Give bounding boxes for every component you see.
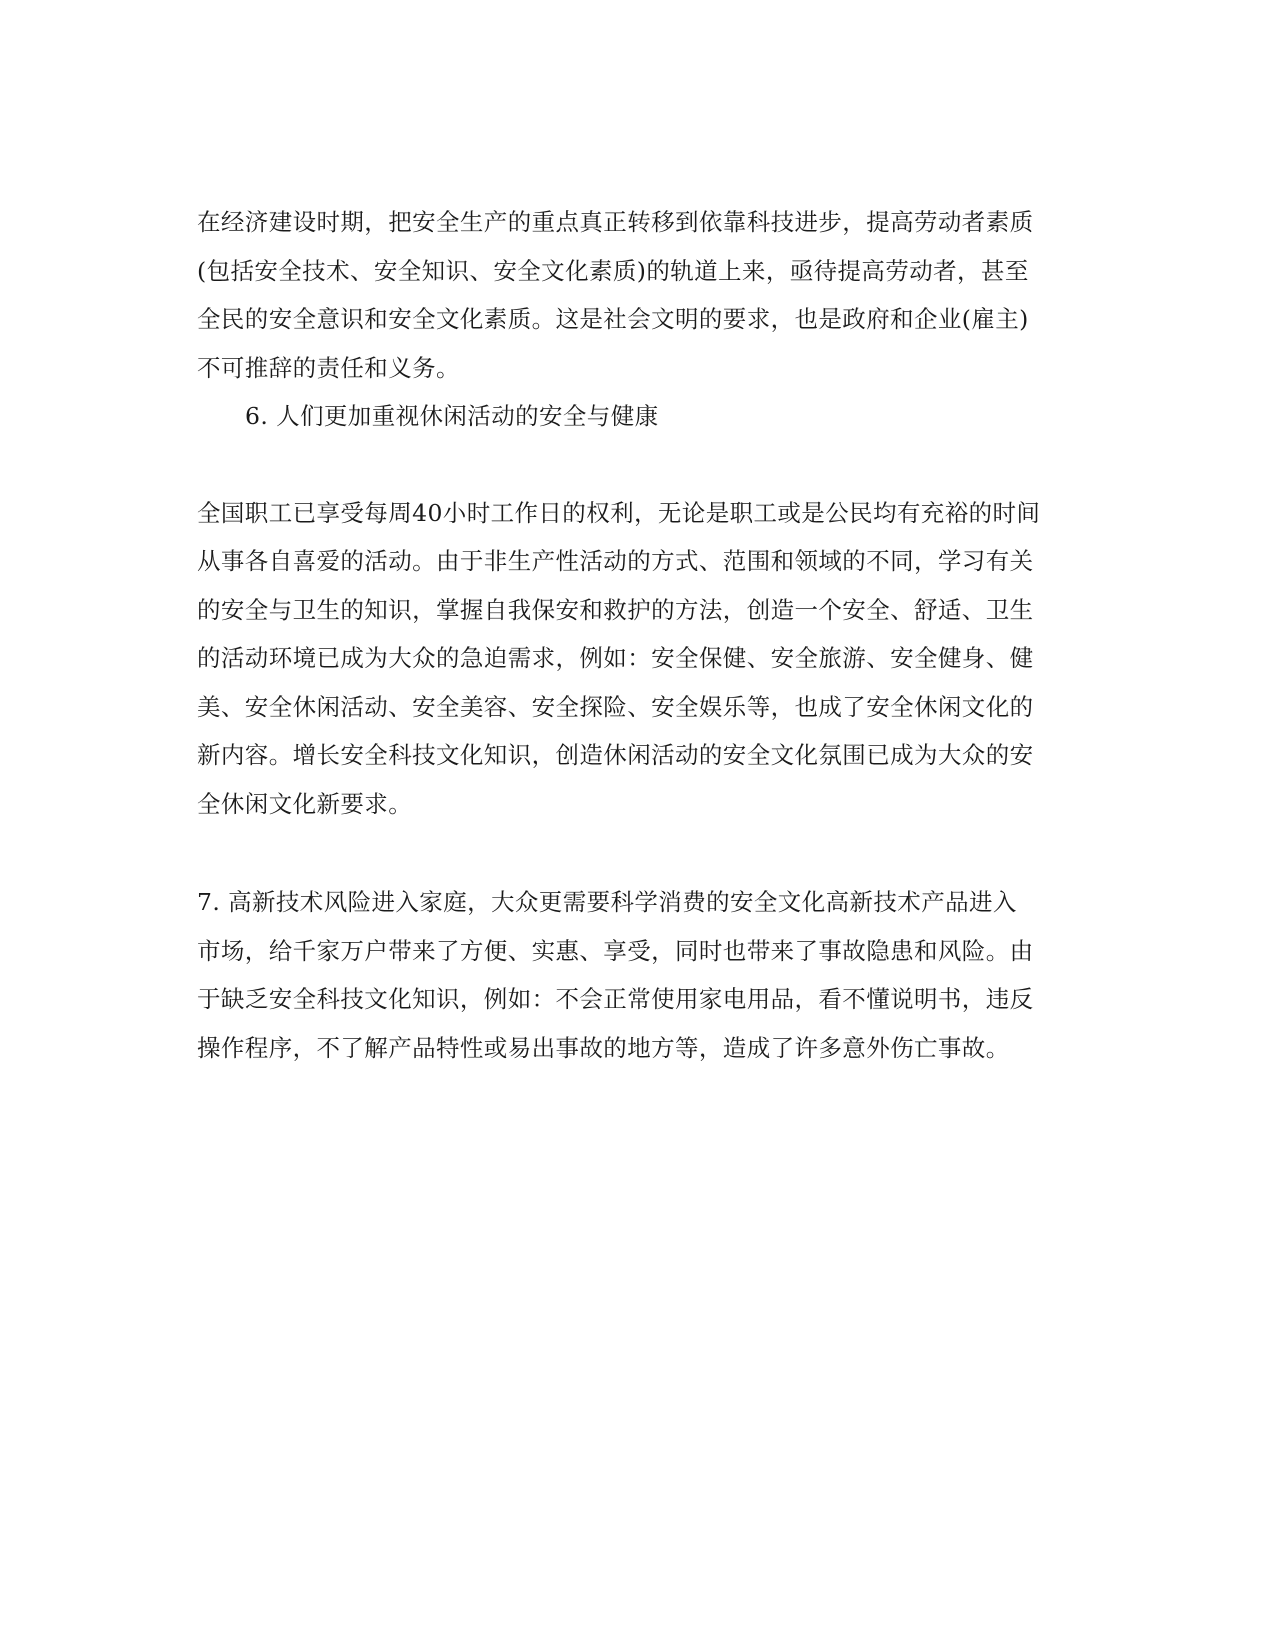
text-line: 操作程序，不了解产品特性或易出事故的地方等，造成了许多意外伤亡事故。 bbox=[197, 1033, 1010, 1062]
text-line: 全民的安全意识和安全文化素质。这是社会文明的要求，也是政府和企业(雇主) bbox=[197, 305, 1029, 333]
text-line: 从事各自喜爱的活动。由于非生产性活动的方式、范围和领域的不同，学习有关 bbox=[197, 547, 1034, 575]
document-body bbox=[197, 198, 1077, 1072]
text-line: 全国职工已享受每周40小时工作日的权利，无论是职工或是公民均有充裕的时间 bbox=[197, 498, 1041, 527]
text-line: (包括安全技术、安全知识、安全文化素质)的轨道上来，亟待提高劳动者，甚至 bbox=[197, 256, 1029, 285]
paragraph-economic-construction bbox=[197, 198, 1077, 392]
text-line: 的安全与卫生的知识，掌握自我保安和救护的方法，创造一个安全、舒适、卫生 bbox=[197, 595, 1034, 624]
spacer bbox=[197, 441, 1077, 489]
text-line: 市场，给千家万户带来了方便、实惠、享受，同时也带来了事故隐患和风险。由 bbox=[197, 936, 1034, 965]
text-line: 于缺乏安全科技文化知识，例如：不会正常使用家电用品，看不懂说明书，违反 bbox=[197, 985, 1034, 1013]
text-line: 不可推辞的责任和义务。 bbox=[197, 353, 460, 382]
text-line: 美、安全休闲活动、安全美容、安全探险、安全娱乐等，也成了安全休闲文化的 bbox=[197, 692, 1034, 721]
text-line: 7. 高新技术风险进入家庭，大众更需要科学消费的安全文化高新技术产品进入 bbox=[197, 888, 1017, 916]
text-line: 的活动环境已成为大众的急迫需求，例如：安全保健、安全旅游、安全健身、健 bbox=[197, 644, 1034, 672]
spacer bbox=[197, 828, 1077, 878]
text-line: 在经济建设时期，把安全生产的重点真正转移到依靠科技进步，提高劳动者素质 bbox=[197, 208, 1034, 236]
text-line: 全休闲文化新要求。 bbox=[197, 789, 413, 818]
text-line: 新内容。增长安全科技文化知识，创造休闲活动的安全文化氛围已成为大众的安 bbox=[197, 741, 1034, 769]
section-heading-6: 6. 人们更加重视休闲活动的安全与健康 bbox=[245, 402, 659, 430]
paragraph-leisure-safety bbox=[197, 489, 1077, 829]
paragraph-high-tech-risk bbox=[197, 878, 1077, 1072]
